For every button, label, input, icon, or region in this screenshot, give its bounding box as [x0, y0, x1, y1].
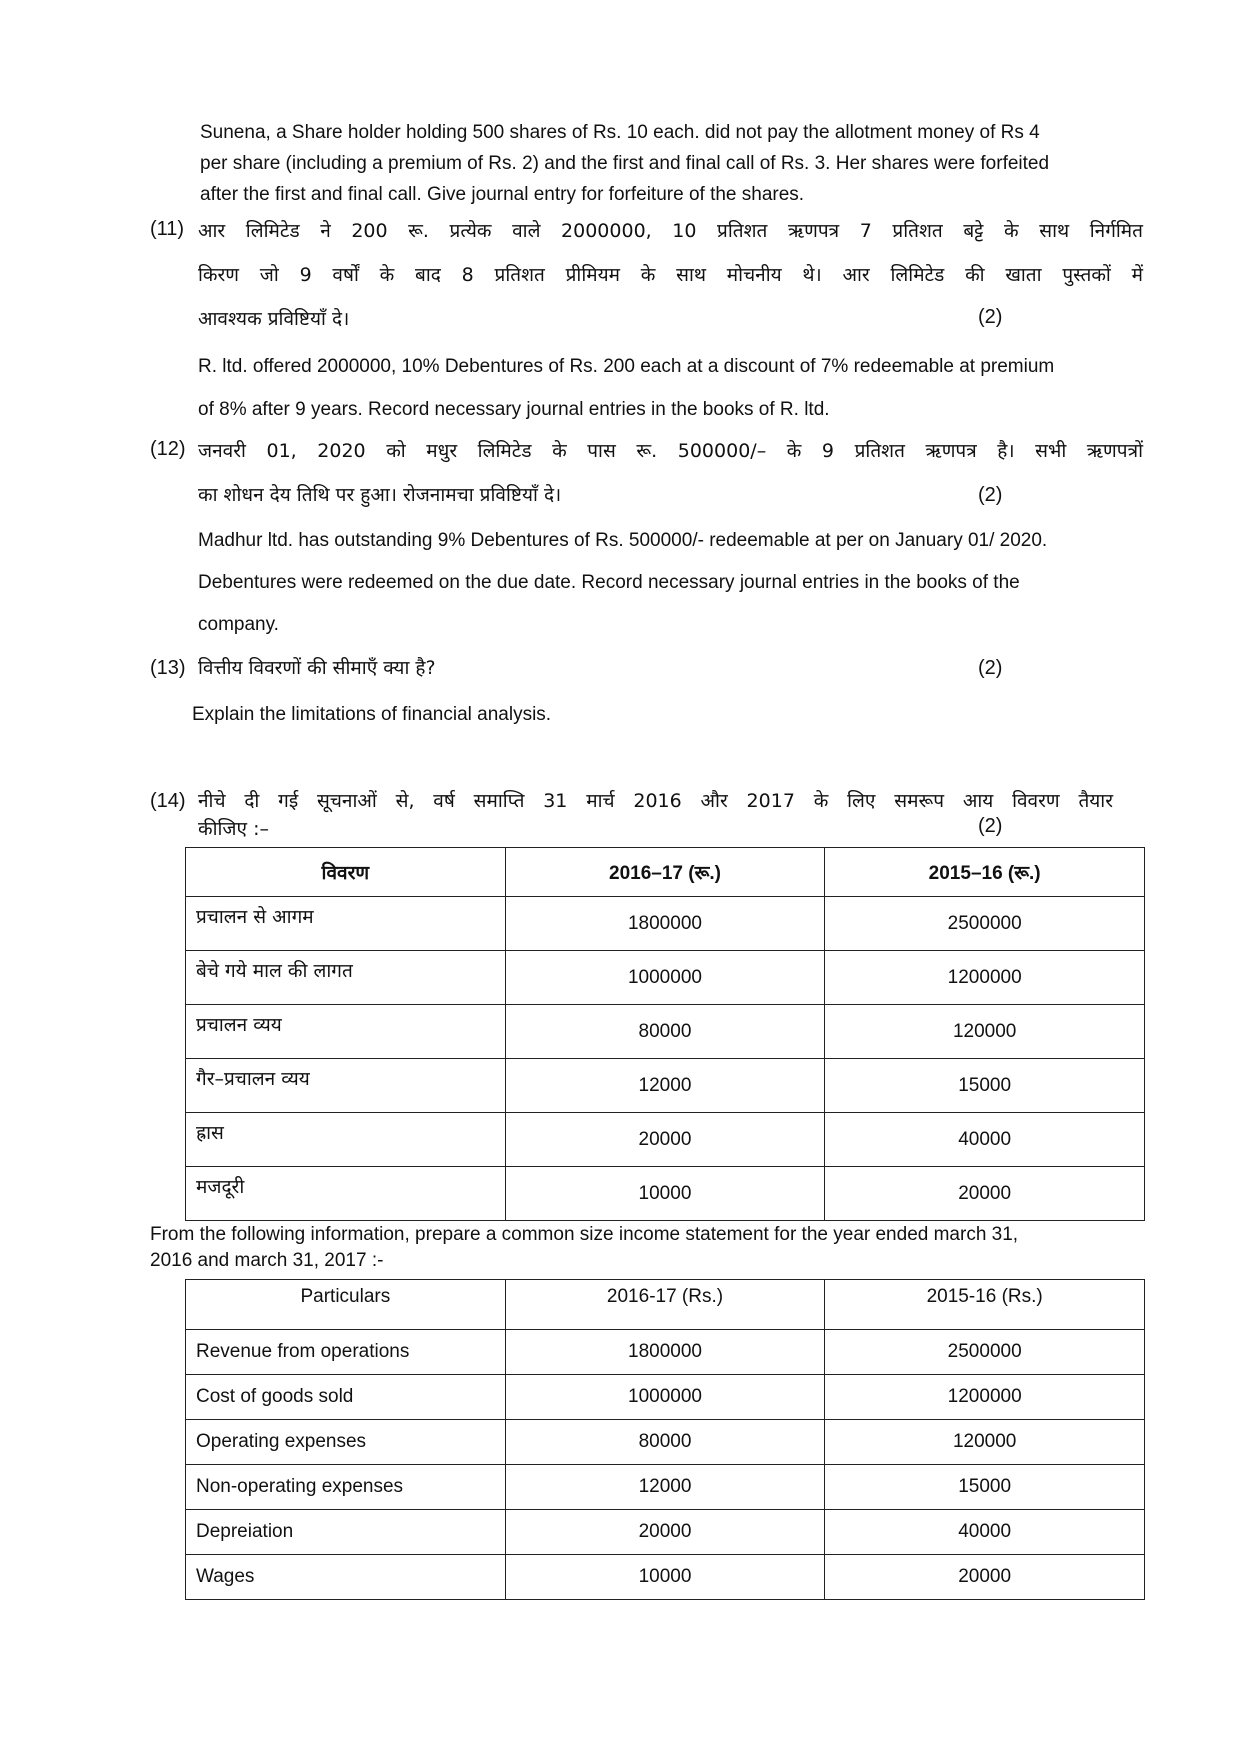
- table-cell: प्रचालन व्यय: [186, 1005, 506, 1059]
- q10-line: after the first and final call. Give journal entry for forfeiture of the shares.: [200, 184, 805, 205]
- q14-english: [150, 1222, 1150, 1274]
- table-row: [186, 1005, 1145, 1059]
- table-cell: 15000: [825, 1465, 1145, 1510]
- q11-hi-line: किरण जो 9 वर्षों के बाद 8 प्रतिशत प्रीमियम के साथ मोचनीय थे। आर लिमिटेड की खाता पुस्तकों में: [198, 264, 1143, 286]
- table-header: 2015–16 (रू.): [825, 848, 1145, 897]
- table-cell: 1000000: [505, 1375, 825, 1420]
- table-cell: 20000: [505, 1510, 825, 1555]
- table-cell: 1800000: [505, 1330, 825, 1375]
- table-row: [186, 1510, 1145, 1555]
- q14-en-line: 2016 and march 31, 2017 :-: [150, 1250, 384, 1271]
- table-cell: गैर–प्रचालन व्यय: [186, 1059, 506, 1113]
- table-row: [186, 1465, 1145, 1510]
- q12-hi-line: जनवरी 01, 2020 को मधुर लिमिटेड के पास रू. 500000/– के 9 प्रतिशत ऋणपत्र है। सभी ऋणपत्रों: [198, 440, 1143, 462]
- q14-hindi: [198, 786, 1113, 842]
- table-cell: 1200000: [825, 1375, 1145, 1420]
- table-row: [186, 1167, 1145, 1221]
- table-cell: 40000: [825, 1113, 1145, 1167]
- table-cell: Cost of goods sold: [186, 1375, 506, 1420]
- hindi-table: [185, 847, 1145, 1221]
- table-cell: Depreiation: [186, 1510, 506, 1555]
- q13-number: (13): [150, 657, 186, 679]
- q11-english: [198, 352, 1143, 424]
- table-cell: 80000: [505, 1005, 825, 1059]
- table-cell: Wages: [186, 1555, 506, 1600]
- q14-number: (14): [150, 790, 186, 812]
- q11-en-line: R. ltd. offered 2000000, 10% Debentures of Rs. 200 each at a discount of 7% redeemable at premium: [198, 356, 1055, 377]
- table-header: 2016–17 (रू.): [505, 848, 825, 897]
- table-cell: 80000: [505, 1420, 825, 1465]
- table-header-row: [186, 848, 1145, 897]
- table-cell: मजदूरी: [186, 1167, 506, 1221]
- q11-hi-line: आर लिमिटेड ने 200 रू. प्रत्येक वाले 2000000, 10 प्रतिशत ऋणपत्र 7 प्रतिशत बट्टे के साथ निर्गमित: [198, 220, 1143, 242]
- table-header: विवरण: [186, 848, 506, 897]
- table-cell: 2500000: [825, 897, 1145, 951]
- q11-hi-line: आवश्यक प्रविष्टियाँ दे।: [198, 308, 350, 330]
- q12-english: [198, 526, 1143, 639]
- table-cell: 20000: [825, 1555, 1145, 1600]
- table-row: [186, 1420, 1145, 1465]
- table-cell: ह्रास: [186, 1113, 506, 1167]
- q10-text: [200, 118, 1140, 209]
- table-row: [186, 951, 1145, 1005]
- q11-number: (11): [150, 218, 185, 240]
- table-row: [186, 1059, 1145, 1113]
- table-cell: 1200000: [825, 951, 1145, 1005]
- table-cell: 120000: [825, 1420, 1145, 1465]
- q14-hi-line: नीचे दी गई सूचनाओं से, वर्ष समाप्ति 31 मार्च 2016 और 2017 के लिए समरूप आय विवरण तैयार: [198, 790, 1113, 812]
- table-row: [186, 1113, 1145, 1167]
- q10-line: Sunena, a Share holder holding 500 shares of Rs. 10 each. did not pay the allotment money of Rs 4: [200, 122, 1040, 143]
- q10-line: per share (including a premium of Rs. 2) and the first and final call of Rs. 3. Her shares were forfeited: [200, 153, 1050, 174]
- table-row: [186, 1555, 1145, 1600]
- table-cell: 1000000: [505, 951, 825, 1005]
- table-row: [186, 1375, 1145, 1420]
- table-cell: 20000: [825, 1167, 1145, 1221]
- q11-en-line: of 8% after 9 years. Record necessary journal entries in the books of R. ltd.: [198, 399, 830, 420]
- table-cell: Revenue from operations: [186, 1330, 506, 1375]
- table-header-row: [186, 1280, 1145, 1330]
- table-cell: बेचे गये माल की लागत: [186, 951, 506, 1005]
- table-cell: 40000: [825, 1510, 1145, 1555]
- table-cell: 2500000: [825, 1330, 1145, 1375]
- table-cell: 15000: [825, 1059, 1145, 1113]
- q12-en-line: company.: [198, 614, 279, 635]
- q13-marks: (2): [978, 657, 1003, 679]
- q11-marks: (2): [978, 306, 1003, 328]
- q13-hindi: वित्तीय विवरणों की सीमाएँ क्या है?: [198, 657, 436, 679]
- q13-english: Explain the limitations of financial analysis.: [192, 704, 552, 725]
- q12-en-line: Madhur ltd. has outstanding 9% Debentures of Rs. 500000/- redeemable at per on January 01/ 2020.: [198, 530, 1048, 551]
- q14-hi-line: कीजिए :–: [198, 818, 269, 840]
- table-cell: 12000: [505, 1059, 825, 1113]
- table-cell: 1800000: [505, 897, 825, 951]
- table-cell: Non-operating expenses: [186, 1465, 506, 1510]
- q12-number: (12): [150, 438, 186, 460]
- table-header: 2015-16 (Rs.): [825, 1280, 1145, 1330]
- table-row: [186, 1330, 1145, 1375]
- table-cell: 10000: [505, 1167, 825, 1221]
- table-header: Particulars: [186, 1280, 506, 1330]
- q12-hi-line: का शोधन देय तिथि पर हुआ। रोजनामचा प्रविष्टियाँ दे।: [198, 484, 562, 506]
- q14-en-line: From the following information, prepare a common size income statement for the year ended march 31,: [150, 1224, 1019, 1245]
- q12-en-line: Debentures were redeemed on the due date. Record necessary journal entries in the books of the: [198, 572, 1020, 593]
- english-table: [185, 1279, 1145, 1600]
- table-cell: 120000: [825, 1005, 1145, 1059]
- q12-marks: (2): [978, 484, 1003, 506]
- table-row: [186, 897, 1145, 951]
- table-cell: Operating expenses: [186, 1420, 506, 1465]
- table-cell: 12000: [505, 1465, 825, 1510]
- table-cell: 20000: [505, 1113, 825, 1167]
- table-cell: 10000: [505, 1555, 825, 1600]
- table-cell: प्रचालन से आगम: [186, 897, 506, 951]
- q14-marks: (2): [978, 815, 1003, 837]
- table-header: 2016-17 (Rs.): [505, 1280, 825, 1330]
